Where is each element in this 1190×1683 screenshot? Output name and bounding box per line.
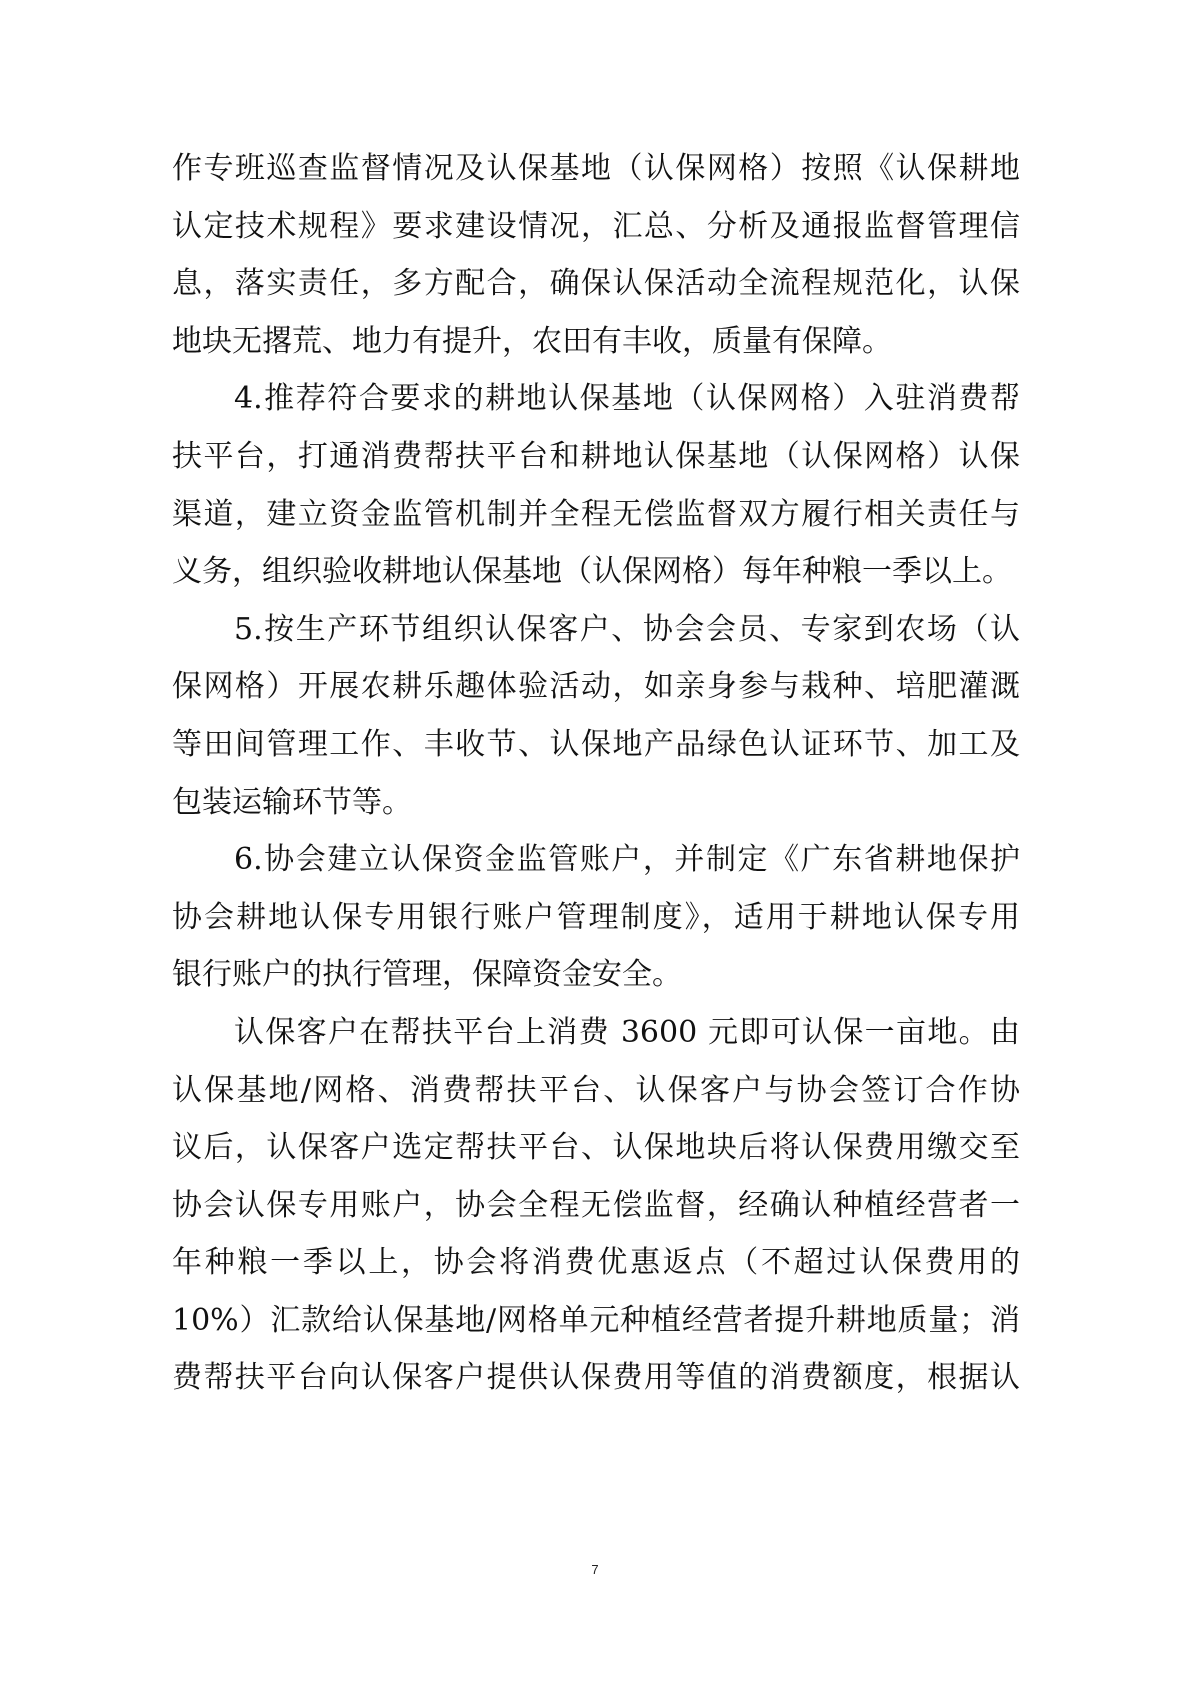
- text-line: 作专班巡查监督情况及认保基地（认保网格）按照《认保耕地: [172, 151, 1020, 186]
- text-line: 息，落实责任，多方配合，确保认保活动全流程规范化，认保: [172, 266, 1020, 302]
- text-line: 议后，认保客户选定帮扶平台、认保地块后将认保费用缴交至: [172, 1130, 1020, 1166]
- paragraph-2: [172, 370, 1020, 600]
- page-number: 7: [591, 1562, 599, 1577]
- text-line: 认保客户在帮扶平台上消费 3600 元即可认保一亩地。由: [234, 1014, 1020, 1050]
- text-line: 5.按生产环节组织认保客户、协会会员、专家到农场（认: [234, 611, 1020, 647]
- paragraph-3: [172, 601, 1020, 831]
- text-line: 4.推荐符合要求的耕地认保基地（认保网格）入驻消费帮: [234, 381, 1020, 417]
- text-line: 年种粮一季以上，协会将消费优惠返点（不超过认保费用的: [172, 1245, 1020, 1281]
- text-line: 认保基地/网格、消费帮扶平台、认保客户与协会签订合作协: [172, 1072, 1020, 1108]
- text-line: 协会耕地认保专用银行账户管理制度》，适用于耕地认保专用: [172, 899, 1020, 935]
- text-line: 认定技术规程》要求建设情况，汇总、分析及通报监督管理信: [172, 208, 1020, 244]
- text-line: 10%）汇款给认保基地/网格单元种植经营者提升耕地质量；消: [172, 1302, 1020, 1338]
- text-line: 义务，组织验收耕地认保基地（认保网格）每年种粮一季以上。: [172, 554, 1012, 590]
- text-line: 保网格）开展农耕乐趣体验活动，如亲身参与栽种、培肥灌溉: [172, 669, 1020, 705]
- text-line: 地块无撂荒、地力有提升，农田有丰收，质量有保障。: [172, 323, 892, 359]
- text-line: 协会认保专用账户，协会全程无偿监督，经确认种植经营者一: [172, 1187, 1020, 1223]
- text-line: 扶平台，打通消费帮扶平台和耕地认保基地（认保网格）认保: [172, 438, 1020, 474]
- paragraph-1: [172, 140, 1020, 370]
- text-line: 费帮扶平台向认保客户提供认保费用等值的消费额度，根据认: [172, 1360, 1020, 1396]
- document-body: [172, 140, 1020, 1407]
- paragraph-4: [172, 831, 1020, 1004]
- text-line: 渠道，建立资金监管机制并全程无偿监督双方履行相关责任与: [172, 496, 1020, 532]
- text-line: 6.协会建立认保资金监管账户，并制定《广东省耕地保护: [234, 842, 1020, 878]
- text-line: 银行账户的执行管理，保障资金安全。: [172, 957, 682, 993]
- paragraph-5: [172, 1004, 1020, 1407]
- text-line: 等田间管理工作、丰收节、认保地产品绿色认证环节、加工及: [172, 726, 1020, 762]
- text-line: 包装运输环节等。: [172, 784, 412, 820]
